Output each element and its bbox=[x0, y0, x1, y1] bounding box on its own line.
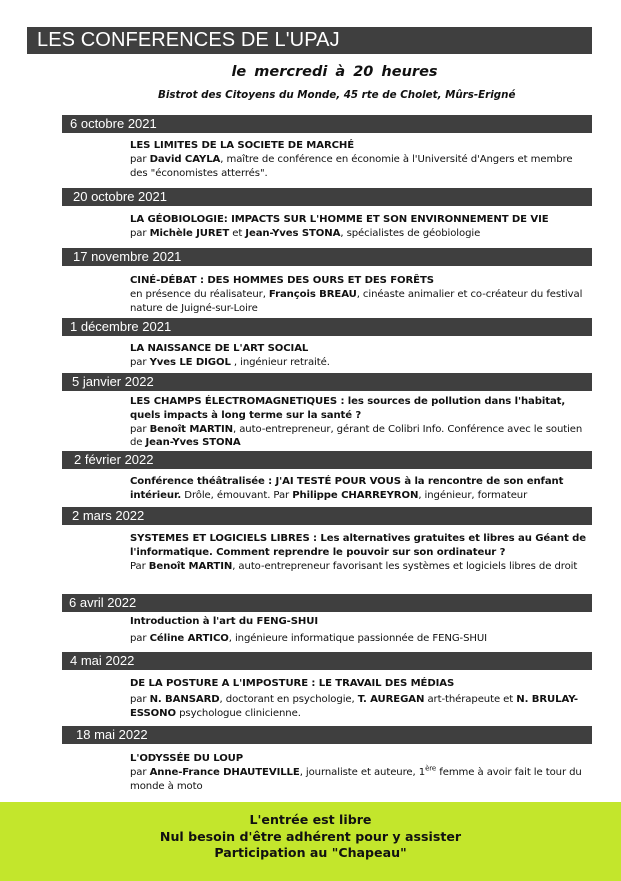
event-title: DE LA POSTURE A L'IMPOSTURE : LE TRAVAIL DES MÉDIAS bbox=[130, 678, 455, 689]
event-title: L'ODYSSÉE DU LOUP bbox=[130, 753, 244, 764]
speaker-name: Benoît MARTIN bbox=[149, 423, 233, 435]
speaker-name: Michèle JURET bbox=[149, 227, 230, 239]
event-block bbox=[130, 615, 590, 646]
event-description: par Anne-France DHAUTEVILLE, journaliste et auteure, 1ère femme à avoir fait le tour du monde à moto bbox=[130, 764, 582, 792]
event-date: 6 octobre 2021 bbox=[62, 115, 592, 133]
event-title: LES CHAMPS ÉLECTROMAGNETIQUES : les sources de pollution dans l'habitat, quels impacts à long terme sur la santé ? bbox=[130, 396, 566, 421]
event-description: en présence du réalisateur, François BREAU, cinéaste animalier et co-créateur du festival nature de Juigné-sur-Loire bbox=[130, 288, 583, 314]
event-date: 18 mai 2022 bbox=[62, 726, 592, 744]
event-date: 17 novembre 2021 bbox=[62, 248, 592, 266]
speaker-name: David CAYLA bbox=[149, 153, 221, 165]
event-block bbox=[130, 274, 590, 315]
event-block bbox=[130, 213, 590, 241]
event-date: 20 octobre 2021 bbox=[62, 188, 592, 206]
event-block bbox=[130, 342, 590, 370]
event-title: SYSTEMES ET LOGICIELS LIBRES : Les alternatives gratuites et libres au Géant de l'informatique. Comment reprendre le pouvoir sur son ordinateur ? bbox=[130, 533, 586, 558]
event-date: 1 décembre 2021 bbox=[62, 318, 592, 336]
event-block bbox=[130, 677, 590, 720]
event-description: par Michèle JURET et Jean-Yves STONA, spécialistes de géobiologie bbox=[130, 227, 481, 239]
speaker-name: Philippe CHARREYRON bbox=[292, 489, 419, 501]
footer-banner bbox=[0, 802, 621, 881]
event-title: LA GÉOBIOLOGIE: IMPACTS SUR L'HOMME ET SON ENVIRONNEMENT DE VIE bbox=[130, 214, 549, 225]
footer-line: L'entrée est libre bbox=[249, 812, 372, 827]
speaker-name: Jean-Yves STONA bbox=[245, 227, 341, 239]
event-description: Par Benoît MARTIN, auto-entrepreneur favorisant les systèmes et logiciels libres de droit bbox=[130, 560, 578, 572]
speaker-name: Yves LE DIGOL bbox=[149, 356, 231, 368]
event-date: 2 mars 2022 bbox=[62, 507, 592, 525]
speaker-name: N. BANSARD bbox=[149, 693, 220, 705]
event-block bbox=[130, 139, 590, 180]
speaker-name: Jean-Yves STONA bbox=[145, 437, 241, 449]
footer-line: Nul besoin d'être adhérent pour y assister bbox=[159, 828, 462, 844]
schedule-day: le mercredi à 20 heures bbox=[231, 64, 438, 80]
event-title: LA NAISSANCE DE L'ART SOCIAL bbox=[130, 343, 309, 354]
event-block bbox=[130, 752, 590, 793]
speaker-name: François BREAU bbox=[268, 288, 357, 300]
event-description: par David CAYLA, maître de conférence en économie à l'Université d'Angers et membre des "économistes atterrés". bbox=[130, 153, 573, 179]
speaker-name: T. AUREGAN bbox=[357, 693, 425, 705]
speaker-name: Benoît MARTIN bbox=[148, 560, 233, 572]
event-block bbox=[130, 395, 590, 450]
event-description: par Yves LE DIGOL , ingénieur retraité. bbox=[130, 356, 330, 368]
event-title: CINÉ-DÉBAT : DES HOMMES DES OURS ET DES FORÊTS bbox=[130, 275, 434, 286]
event-date: 5 janvier 2022 bbox=[62, 373, 592, 391]
speaker-name: N. BRULAY-ESSONO bbox=[130, 693, 579, 719]
page-title: LES CONFERENCES DE L'UPAJ bbox=[27, 27, 592, 54]
event-description: Drôle, émouvant. Par bbox=[181, 489, 293, 501]
event-block: Conférence théâtralisée : J'AI TESTÉ POUR VOUS à la rencontre de son enfant intérieur. Drôle, émouvant. Par Philippe CHARREYRON, ingénieur, formateur bbox=[130, 476, 564, 501]
venue-address: Bistrot des Citoyens du Monde, 45 rte de Cholet, Mûrs-Erigné bbox=[158, 89, 516, 101]
event-description: par Céline ARTICO, ingénieure informatique passionnée de FENG-SHUI bbox=[130, 632, 488, 644]
event-title: LES LIMITES DE LA SOCIETE DE MARCHÉ bbox=[130, 140, 355, 151]
speaker-name: Anne-France DHAUTEVILLE bbox=[149, 766, 300, 778]
event-block bbox=[130, 532, 590, 573]
event-description: par N. BANSARD, doctorant en psychologie, T. AUREGAN art-thérapeute et N. BRULAY-ESSONO psychologue clinicienne. bbox=[130, 693, 579, 719]
footer-line: Participation au "Chapeau" bbox=[214, 845, 407, 860]
event-date: 4 mai 2022 bbox=[62, 652, 592, 670]
event-date: 2 février 2022 bbox=[62, 451, 592, 469]
event-date: 6 avril 2022 bbox=[62, 594, 592, 612]
event-description: par Benoît MARTIN, auto-entrepreneur, gérant de Colibri Info. Conférence avec le soutien de Jean-Yves STONA bbox=[130, 423, 583, 449]
event-title: Conférence théâtralisée : J'AI TESTÉ POUR VOUS à la rencontre de son enfant intérieur. bbox=[130, 476, 564, 501]
speaker-name: Céline ARTICO bbox=[149, 632, 229, 644]
event-title: Introduction à l'art du FENG-SHUI bbox=[130, 616, 319, 627]
